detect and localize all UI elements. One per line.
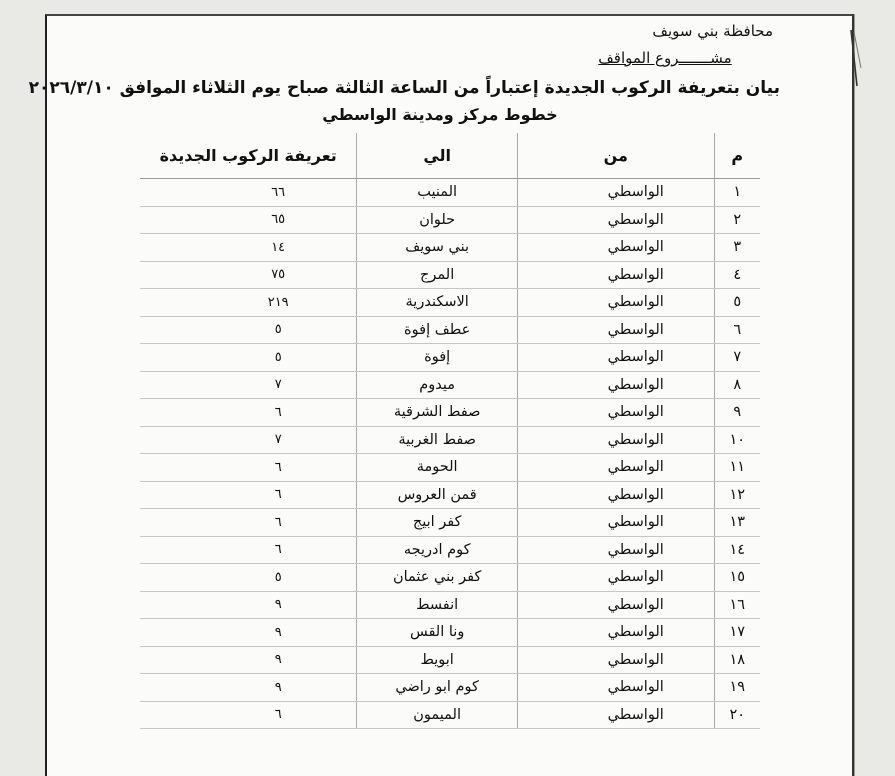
row-to: ميدوم [357, 371, 518, 399]
column-header-from: من [517, 133, 714, 179]
row-fare: ٧ [140, 371, 357, 399]
row-fare: ٦ [140, 454, 357, 482]
row-from: الواسطي [517, 509, 714, 537]
table-row [140, 371, 760, 399]
table-row [140, 509, 760, 537]
document-title: بيان بتعريفة الركوب الجديدة إعتباراً من الساعة الثالثة صباح يوم الثلاثاء الموافق ٢٠٢٦/٣/١٠ [28, 78, 780, 98]
row-to: عطف إفوة [357, 316, 518, 344]
row-to: صفط الغربية [357, 426, 518, 454]
row-to: كفر بني عثمان [357, 564, 518, 592]
table-row [140, 261, 760, 289]
row-from: الواسطي [517, 399, 714, 427]
table-row [140, 591, 760, 619]
row-fare: ٩ [140, 619, 357, 647]
row-number: ٩ [714, 399, 760, 427]
table-row [140, 454, 760, 482]
row-to: المرج [357, 261, 518, 289]
row-fare: ١٤ [140, 234, 357, 262]
table-header-row [140, 133, 760, 179]
fares-table [140, 133, 760, 729]
table-row [140, 536, 760, 564]
row-to: إفوة [357, 344, 518, 372]
row-from: الواسطي [517, 289, 714, 317]
row-from: الواسطي [517, 344, 714, 372]
row-number: ١١ [714, 454, 760, 482]
row-number: ١٦ [714, 591, 760, 619]
row-number: ٧ [714, 344, 760, 372]
column-header-number: م [714, 133, 760, 179]
table-row [140, 399, 760, 427]
row-from: الواسطي [517, 316, 714, 344]
row-from: الواسطي [517, 701, 714, 729]
row-number: ٣ [714, 234, 760, 262]
row-number: ٥ [714, 289, 760, 317]
row-fare: ٥ [140, 344, 357, 372]
row-fare: ٦ [140, 481, 357, 509]
row-number: ٦ [714, 316, 760, 344]
row-to: الاسكندرية [357, 289, 518, 317]
row-from: الواسطي [517, 674, 714, 702]
row-from: الواسطي [517, 454, 714, 482]
row-fare: ٩ [140, 674, 357, 702]
row-number: ١٧ [714, 619, 760, 647]
row-fare: ٦٥ [140, 206, 357, 234]
row-number: ٢ [714, 206, 760, 234]
row-fare: ٩ [140, 591, 357, 619]
row-to: كفر ابيج [357, 509, 518, 537]
row-number: ١٨ [714, 646, 760, 674]
row-number: ١٥ [714, 564, 760, 592]
row-number: ١٩ [714, 674, 760, 702]
row-from: الواسطي [517, 234, 714, 262]
table-row [140, 646, 760, 674]
row-to: ونا القس [357, 619, 518, 647]
row-from: الواسطي [517, 371, 714, 399]
table-row [140, 701, 760, 729]
column-header-to: الي [357, 133, 518, 179]
row-number: ١٠ [714, 426, 760, 454]
table-row [140, 316, 760, 344]
row-number: ١ [714, 179, 760, 207]
row-from: الواسطي [517, 591, 714, 619]
row-number: ١٤ [714, 536, 760, 564]
table-row [140, 289, 760, 317]
row-fare: ٧٥ [140, 261, 357, 289]
row-fare: ٧ [140, 426, 357, 454]
row-from: الواسطي [517, 206, 714, 234]
row-to: المنيب [357, 179, 518, 207]
table-row [140, 234, 760, 262]
row-fare: ٦ [140, 509, 357, 537]
table-row [140, 481, 760, 509]
table-row [140, 179, 760, 207]
row-to: صفط الشرقية [357, 399, 518, 427]
row-fare: ٩ [140, 646, 357, 674]
row-number: ٢٠ [714, 701, 760, 729]
table-row [140, 426, 760, 454]
row-number: ١٣ [714, 509, 760, 537]
document-subtitle: خطوط مركز ومدينة الواسطي [322, 105, 558, 124]
row-fare: ٦ [140, 536, 357, 564]
row-to: الميمون [357, 701, 518, 729]
table-row [140, 674, 760, 702]
row-to: الحومة [357, 454, 518, 482]
row-to: كوم ابو راضي [357, 674, 518, 702]
table-body [140, 179, 760, 729]
row-to: قمن العروس [357, 481, 518, 509]
row-number: ٤ [714, 261, 760, 289]
row-from: الواسطي [517, 481, 714, 509]
row-from: الواسطي [517, 426, 714, 454]
table-row [140, 344, 760, 372]
row-fare: ٢١٩ [140, 289, 357, 317]
row-fare: ٥ [140, 564, 357, 592]
row-fare: ٦ [140, 701, 357, 729]
row-to: حلوان [357, 206, 518, 234]
column-header-fare: تعريفة الركوب الجديدة [140, 133, 357, 179]
row-fare: ٦٦ [140, 179, 357, 207]
row-fare: ٥ [140, 316, 357, 344]
table-row [140, 564, 760, 592]
row-to: انفسط [357, 591, 518, 619]
row-from: الواسطي [517, 179, 714, 207]
row-to: ابويط [357, 646, 518, 674]
page-edge-mark [849, 28, 863, 88]
row-to: بني سويف [357, 234, 518, 262]
table-row [140, 206, 760, 234]
row-number: ٨ [714, 371, 760, 399]
row-from: الواسطي [517, 536, 714, 564]
governorate-label: محافظة بني سويف [652, 22, 773, 40]
row-from: الواسطي [517, 261, 714, 289]
project-label: مشـــــــروع المواقف [598, 49, 732, 67]
row-fare: ٦ [140, 399, 357, 427]
row-from: الواسطي [517, 619, 714, 647]
row-to: كوم ادريجه [357, 536, 518, 564]
row-from: الواسطي [517, 646, 714, 674]
table-row [140, 619, 760, 647]
row-from: الواسطي [517, 564, 714, 592]
row-number: ١٢ [714, 481, 760, 509]
